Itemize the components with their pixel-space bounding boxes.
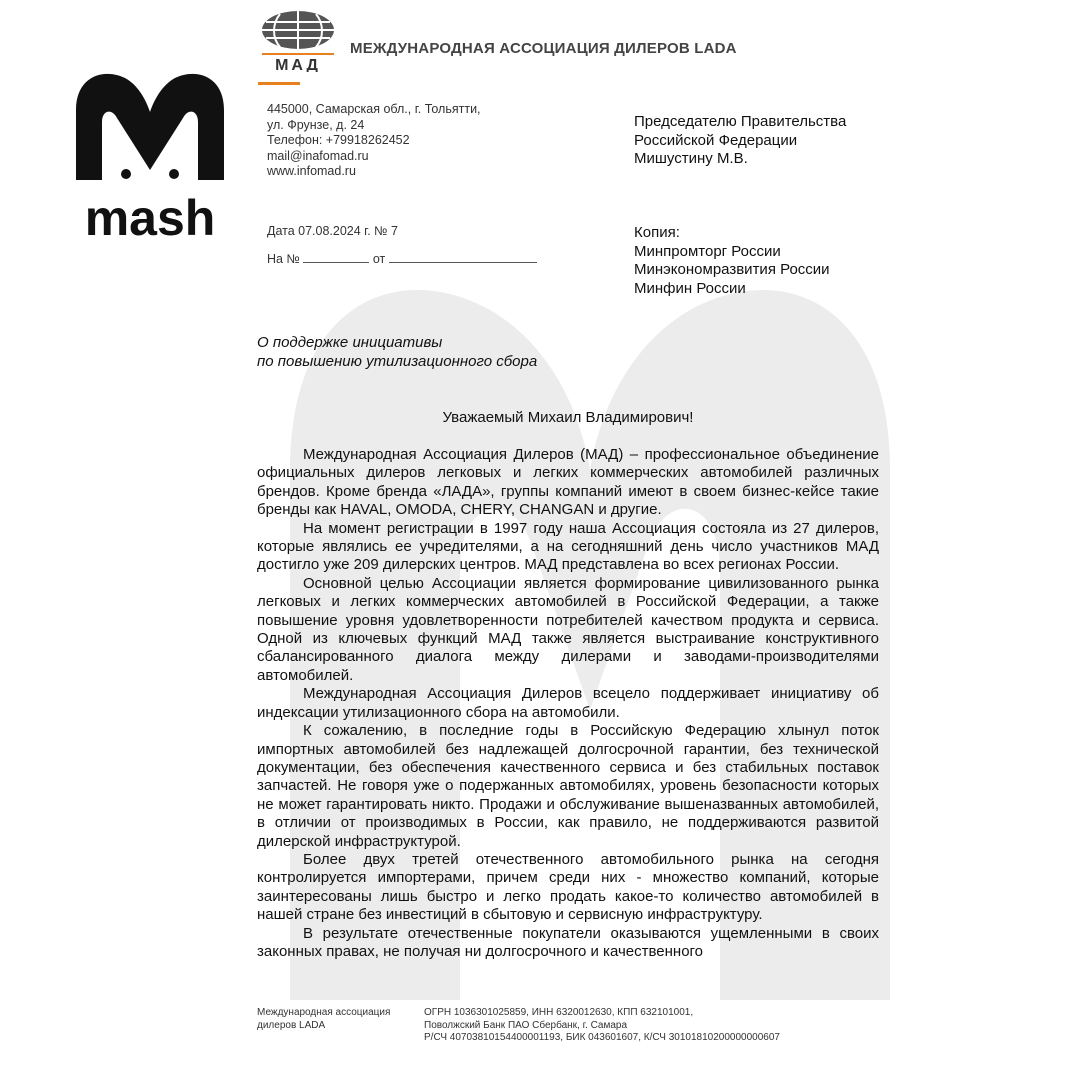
footer-requisites-line: ОГРН 1036301025859, ИНН 6320012630, КПП 632101001, [424, 1007, 694, 1018]
body-paragraph: На момент регистрации в 1997 году наша Ассоциация состояла из 27 дилеров, которые являлись ее учредителями, а на сегодняшний день число участников МАД достигло уже 209 дилерских центров. МАД представлена во всех регионах России. [257, 519, 879, 574]
ref-prefix: На № [267, 252, 300, 266]
copy-line: Минфин России [634, 279, 746, 297]
ref-from: от [372, 252, 386, 266]
footer-requisites [424, 1007, 780, 1045]
recipient-line: Председателю Правительства [634, 113, 847, 130]
copy-line: Минэкономразвития России [634, 261, 830, 278]
accent-divider [258, 82, 300, 85]
body-paragraph: Более двух третей отечественного автомобильного рынка на сегодня контролируется импортерами, причем среди них - множество компаний, которые заинтересованы лишь быстро и легко продать какое-то количество автомобилей в нашей стране без инвестиций в сбытовую и сервисную инфраструктуру. [257, 850, 879, 924]
footer-requisites-line: Р/СЧ 40703810154400001193, БИК 043601607, К/СЧ 30101810200000000607 [424, 1032, 780, 1043]
copy-block [634, 224, 830, 298]
footer-org-line: дилеров LADA [257, 1019, 326, 1031]
reference-line [267, 251, 537, 266]
subject-line: по повышению утилизационного сбора [257, 352, 538, 370]
letter-date: Дата 07.08.2024 г. № 7 [267, 224, 398, 238]
body-paragraph: Международная Ассоциация Дилеров всецело поддерживает инициативу об индексации утилизационного сбора на автомобили. [257, 685, 879, 721]
recipient-line: Мишустину М.В. [634, 150, 748, 167]
ref-date-blank [389, 251, 537, 263]
website-line: www.infomad.ru [267, 164, 356, 178]
org-logo-letters: МАД [275, 57, 321, 72]
address-line: 445000, Самарская обл., г. Тольятти, [267, 102, 481, 116]
letter-subject [257, 334, 537, 371]
mash-logo-icon [70, 70, 230, 240]
copy-label: Копия: [634, 224, 680, 241]
phone-line: Телефон: +79918262452 [267, 133, 410, 147]
subject-line: О поддержке инициативы [257, 334, 443, 351]
body-paragraph: В результате отечественные покупатели оказываются ущемленными в своих законных правах, не получая ни долгосрочного и качественного [257, 924, 879, 960]
letter-body [257, 446, 879, 961]
address-line: ул. Фрунзе, д. 24 [267, 117, 365, 132]
recipient-line: Российской Федерации [634, 131, 798, 149]
footer-org [257, 1007, 390, 1032]
organization-name: МЕЖДУНАРОДНАЯ АССОЦИАЦИЯ ДИЛЕРОВ LADA [350, 40, 737, 57]
letter-greeting: Уважаемый Михаил Владимирович! [442, 409, 694, 426]
ref-number-blank [303, 251, 369, 263]
email-line: mail@inafomad.ru [267, 148, 369, 163]
recipient-block [634, 113, 846, 169]
mash-logo-text: mash [84, 190, 216, 240]
body-paragraph: К сожалению, в последние годы в Российскую Федерацию хлынул поток импортных автомобилей без надлежащей долгосрочной гарантии, без технической документации, без обеспечения качественного сервиса и без стабильных поставок запчастей. Не говоря уже о подержанных автомобилях, уровень безопасности которых не может гарантировать никто. Продажи и обслуживание вышеназванных автомобилей, в отличии от производимых в России, как правило, не поддерживаются развитой дилерской инфраструктурой. [257, 722, 879, 850]
body-paragraph: Международная Ассоциация Дилеров (МАД) – профессиональное объединение официальных дилеров легковых и легких коммерческих автомобилей различных брендов. Кроме бренда «ЛАДА», группы компаний имеют в своем бизнес-кейсе такие бренды как HAVAL, OMODA, CHERY, CHANGAN и другие. [257, 446, 879, 519]
sender-address [267, 102, 481, 180]
footer-requisites-line: Поволжский Банк ПАО Сбербанк, г. Самара [424, 1019, 628, 1031]
copy-line: Минпромторг России [634, 242, 781, 260]
footer-org-line: Международная ассоциация [257, 1007, 391, 1018]
body-paragraph: Основной целью Ассоциации является формирование цивилизованного рынка легковых и легких коммерческих автомобилей в Российской Федерации, а также повышение уровня удовлетворенности потребителей качеством продукта и сервиса. Одной из ключевых функций МАД также является выстраивание конструктивного сбалансированного диалога между дилерами и заводами-производителями автомобилей. [257, 574, 879, 684]
globe-logo-icon [258, 10, 338, 72]
